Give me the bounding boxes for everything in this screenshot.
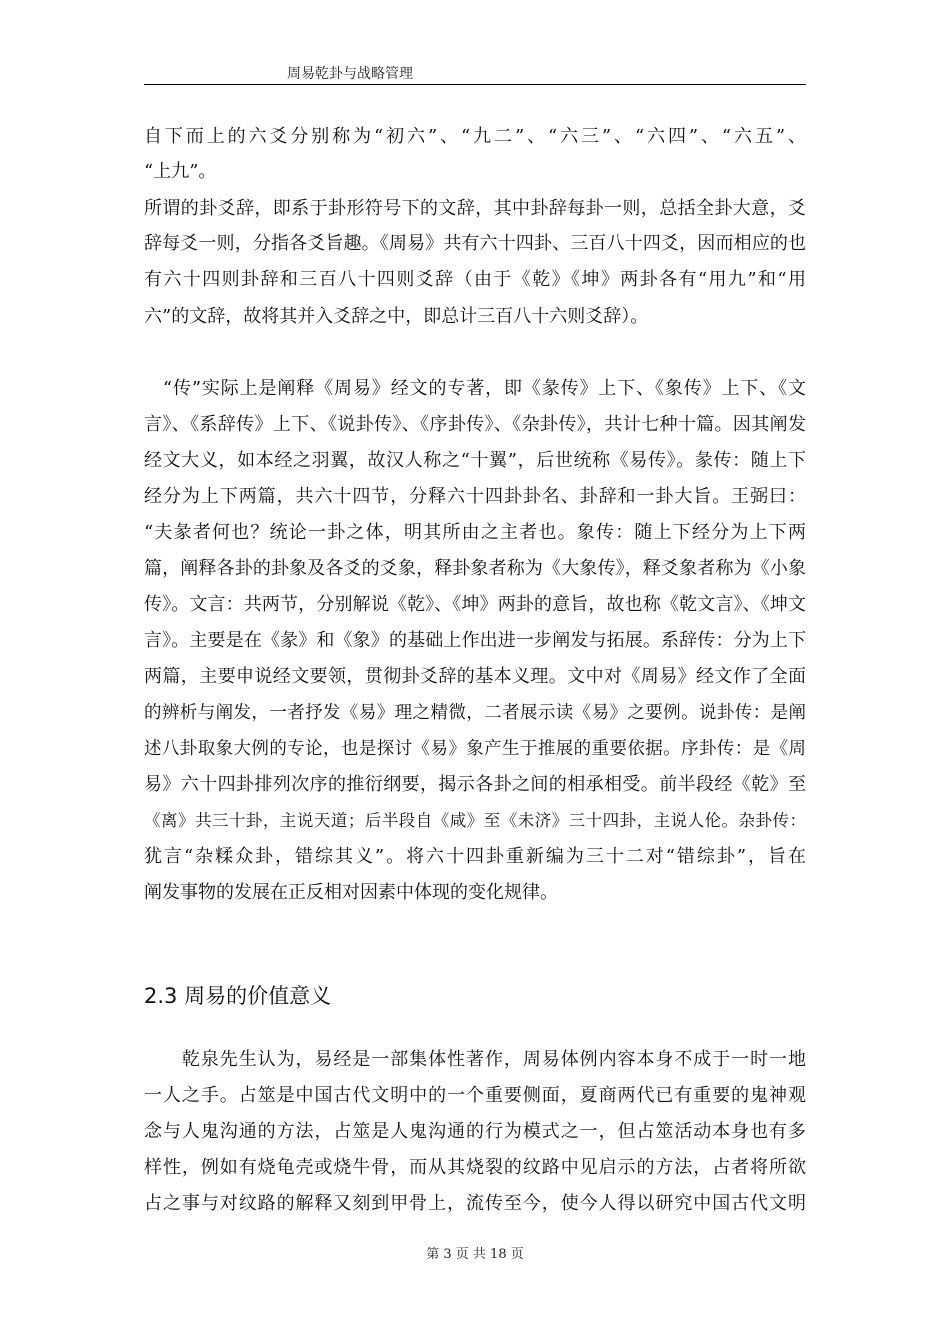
para3-line: 的辨析与阐发，一者抒发《易》理之精微，二者展示读《易》之要例。说卦传：是阐 [144,703,806,723]
para2-line: 六”的文辞，故将其并入爻辞之中，即总计三百八十六则爻辞）。 [144,306,649,327]
para3-line: 犹言“杂糅众卦，错综其义”。将六十四卦重新编为三十二对“错综卦”，旨在 [144,846,806,867]
para3-line: 经文大义，如本经之羽翼，故汉人称之“十翼”，后世统称《易传》。彖传：随上下 [144,450,806,471]
para3-line: 传》。文言：共两节，分别解说《乾》、《坤》两卦的意旨，故也称《乾文言》、《坤文 [144,594,806,615]
page-number-footer: 第 3 页 共 18 页 [426,1247,524,1262]
para1-line: 自下而上的六爻分别称为“初六”、“九二”、“六三”、“六四”、“六五”、 [144,126,806,147]
para2-line: 辞每爻一则，分指各爻旨趣。《周易》共有六十四卦、三百八十四爻，因而相应的也 [144,233,806,254]
para2-line: 有六十四则卦辞和三百八十四则爻辞（由于《乾》《坤》两卦各有“用九”和“用 [144,269,806,290]
para1-line: “上九”。 [144,161,217,182]
section-para-line: 样性，例如有烧龟壳或烧牛骨，而从其烧裂的纹路中见启示的方法，占者将所欲 [144,1157,806,1178]
section-para-line: 占之事与对纹路的解释又刻到甲骨上，流传至今，使今人得以研究中国古代文明 [144,1193,806,1214]
section-para-line: 一人之手。占筮是中国古代文明中的一个重要侧面，夏商两代已有重要的鬼神观 [144,1085,806,1106]
section-heading: 2.3 周易的价值意义 [144,984,332,1008]
section-para-line: 乾泉先生认为，易经是一部集体性著作，周易体例内容本身不成于一时一地 [144,1049,806,1070]
para3-line: 述八卦取象大例的专论，也是探讨《易》象产生于推展的重要依据。序卦传：是《周 [144,739,806,759]
running-header: 周易乾卦与战略管理 [287,66,413,82]
para3-line: 言》。主要是在《彖》和《象》的基础上作出进一步阐发与拓展。系辞传：分为上下 [144,630,806,651]
header-rule [144,84,806,85]
para3-line: “传”实际上是阐释《周易》经文的专著，即《彖传》上下、《象传》上下、《文 [144,378,806,399]
section-para-line: 念与人鬼沟通的方法，占筮是人鬼沟通的行为模式之一，但占筮活动本身也有多 [144,1121,806,1142]
para3-line: 《离》共三十卦，主说天道；后半段自《咸》至《未济》三十四卦，主说人伦。杂卦传： [144,811,806,830]
para3-line: 经分为上下两篇，共六十四节，分释六十四卦卦名、卦辞和一卦大旨。王弼曰： [144,486,806,507]
para3-line: “夫彖者何也？统论一卦之体，明其所由之主者也。象传：随上下经分为上下两 [144,522,806,543]
para3-line: 两篇，主要申说经文要领，贯彻卦爻辞的基本义理。文中对《周易》经文作了全面 [144,666,806,687]
para3-line: 言》、《系辞传》上下、《说卦传》、《序卦传》、《杂卦传》，共计七种十篇。因其阐发 [144,414,806,435]
para3-line: 易》六十四卦排列次序的推衍纲要，揭示各卦之间的相承相受。前半段经《乾》至 [144,774,806,795]
para3-line: 篇，阐释各卦的卦象及各爻的爻象，释卦象者称为《大象传》，释爻象者称为《小象 [144,558,806,579]
para3-line: 阐发事物的发展在正反相对因素中体现的变化规律。 [144,882,558,903]
para2-line: 所谓的卦爻辞，即系于卦形符号下的文辞，其中卦辞每卦一则，总括全卦大意，爻 [144,198,806,219]
